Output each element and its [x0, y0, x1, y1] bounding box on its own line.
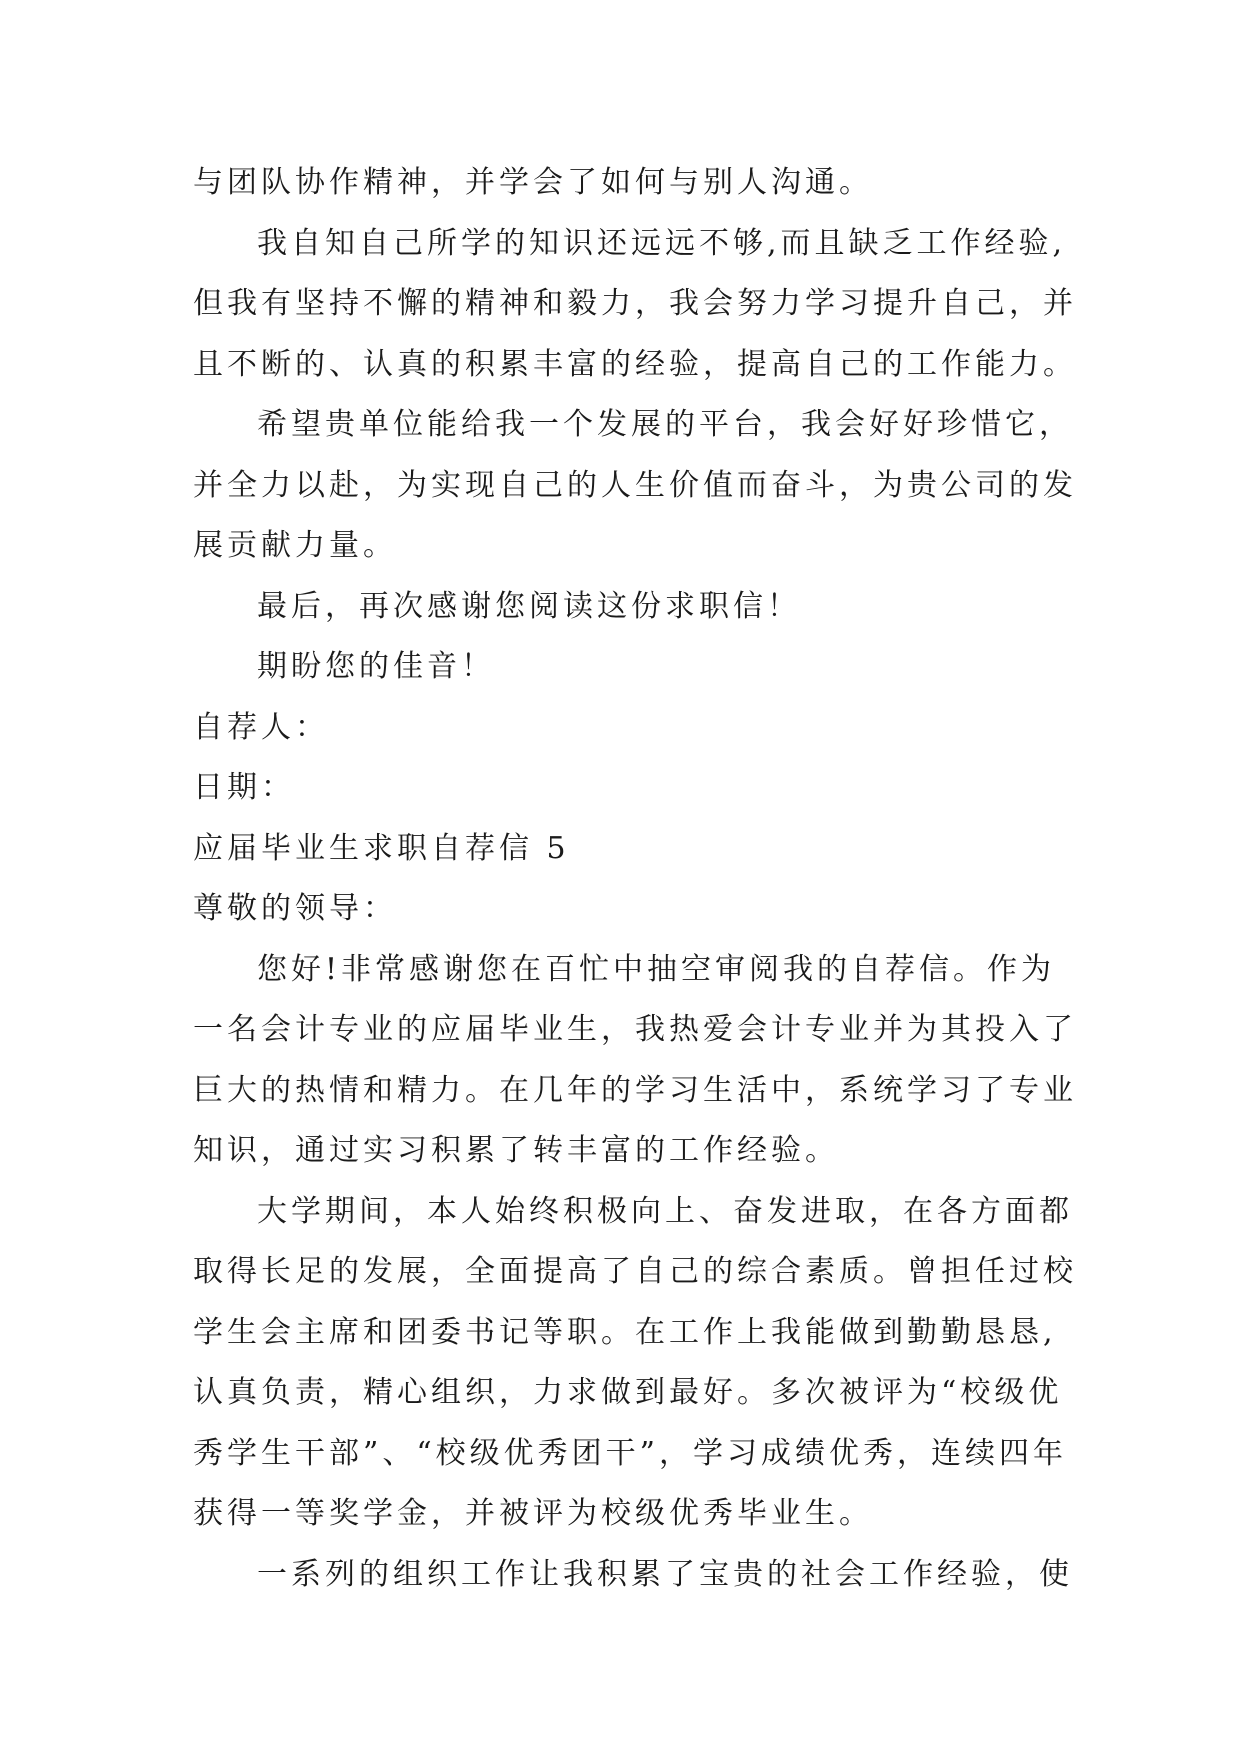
- text-line: 认真负责，精心组织，力求做到最好。多次被评为“校级优: [193, 1375, 1063, 1410]
- text-line: 希望贵单位能给我一个发展的平台，我会好好珍惜它，: [257, 407, 1073, 442]
- text-line: 展贡献力量。: [193, 528, 397, 563]
- text-line: 取得长足的发展，全面提高了自己的综合素质。曾担任过校: [193, 1254, 1077, 1289]
- text-line: 应届毕业生求职自荐信 5: [193, 830, 570, 866]
- text-line: 秀学生干部”、“校级优秀团干”，学习成绩优秀，连续四年: [193, 1435, 1068, 1471]
- text-line: 期盼您的佳音！: [257, 649, 495, 684]
- text-line: 学生会主席和团委书记等职。在工作上我能做到勤勤恳恳,: [193, 1314, 1057, 1350]
- text-line: 日期：: [193, 770, 295, 805]
- text-line: 但我有坚持不懈的精神和毅力，我会努力学习提升自己，并: [193, 286, 1077, 321]
- text-line: 尊敬的领导：: [193, 891, 397, 926]
- text-line: 自荐人：: [193, 709, 329, 745]
- text-line: 获得一等奖学金，并被评为校级优秀毕业生。: [193, 1496, 873, 1531]
- text-line: 与团队协作精神，并学会了如何与别人沟通。: [193, 165, 873, 200]
- text-line: 最后，再次感谢您阅读这份求职信！: [257, 588, 801, 624]
- text-line: 巨大的热情和精力。在几年的学习生活中，系统学习了专业: [193, 1072, 1077, 1108]
- text-line: 并全力以赴，为实现自己的人生价值而奋斗，为贵公司的发: [193, 467, 1077, 503]
- text-line: 一系列的组织工作让我积累了宝贵的社会工作经验，使: [257, 1556, 1073, 1592]
- letter-body: [193, 153, 1093, 1605]
- text-line: 大学期间，本人始终积极向上、奋发进取，在各方面都: [257, 1193, 1073, 1229]
- text-line: 一名会计专业的应届毕业生，我热爱会计专业并为其投入了: [193, 1012, 1077, 1047]
- text-line: 您好!非常感谢您在百忙中抽空审阅我的自荐信。作为: [257, 951, 1056, 987]
- text-line: 我自知自己所学的知识还远远不够,而且缺乏工作经验,: [257, 225, 1067, 261]
- text-line: 知识，通过实习积累了转丰富的工作经验。: [193, 1133, 839, 1168]
- text-line: 且不断的、认真的积累丰富的经验，提高自己的工作能力。: [193, 346, 1077, 382]
